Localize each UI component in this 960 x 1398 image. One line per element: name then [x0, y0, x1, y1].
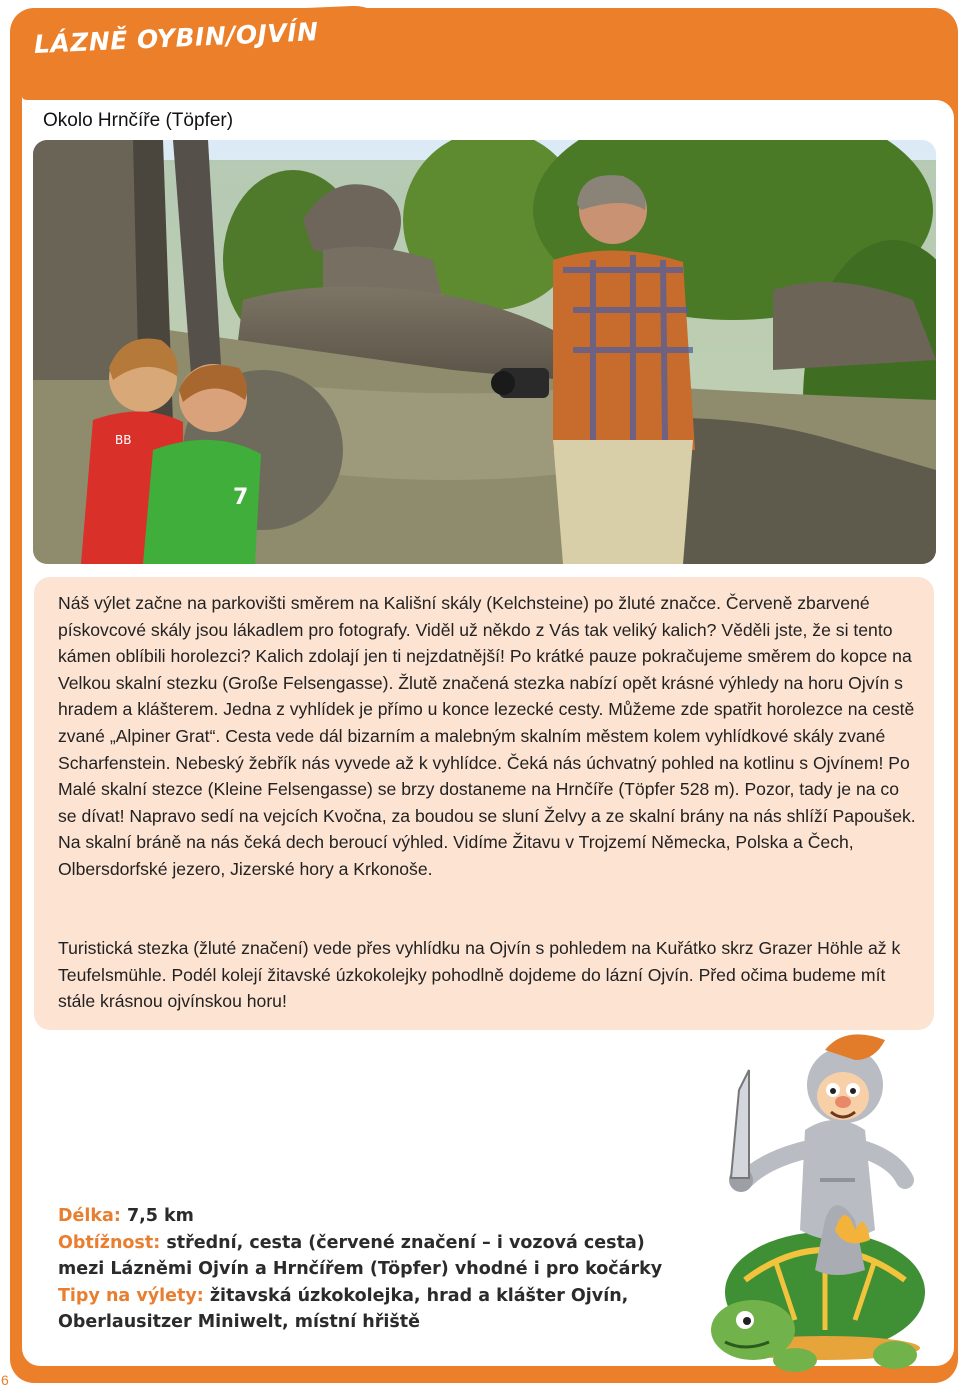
route-description: Náš výlet začne na parkovišti směrem na Kališní skály (Kelchsteine) po žluté značce. Červeně zbarvené pískovcové skály jsou lákadlem pro fotografy. Viděl už někdo z Vás tak veliký kalich? Věděli jste, že si tento kámen oblíbili horolezci? Kalich zdolají jen ti nejzdatnější! Po krátké pauze pokračujeme směrem do kopce na Velkou skalní stezku (Große Felsengasse). Žlutě značená stezka nabízí opět krásné výhledy na horu Ojvín s hradem a klášterem. Jedna z vyhlídek je přímo u konce lezecké cesty. Můžeme zde spatřit horolezce na cestě zvané „Alpiner Grat“. Cesta vede dál bizarním a malebným skalním městem kolem vyhlídkové skály zvané Scharfenstein. Nebeský žebřík nás vyvede až k vyhlídce. Čeká nás úchvatný pohled na kotlinu s Ojvínem! Po Malé skalní stezce (Kleine Felsengasse) se brzy dostaneme na Hrnčíře (Töpfer 528 m). Pozor, tady je na co se dívat! Napravo sedí na vejcích Kvočna, za boudou se sluní Želvy a ze skalní brány na nás shlíží Papoušek. Na skalní bráně na nás čeká dech beroucí výhled. Vidíme Žitavu v Trojzemí Německa, Polska a Čech, Olbersdorfské jezero, Jizerské hory a Krkonoše. [58, 593, 916, 879]
difficulty-row-2: mezi Lázněmi Ojvín a Hrnčířem (Töpfer) vhodné i pro kočárky [58, 1259, 663, 1279]
knight-on-turtle-illustration [705, 1030, 960, 1380]
section-title: LÁZNĚ OYBIN/OJVÍN [33, 17, 320, 59]
route-info [58, 1203, 698, 1336]
subheading: Okolo Hrnčíře (Töpfer) [43, 110, 234, 131]
tips-value: žitavská úzkokolejka, hrad a klášter Ojvín, [209, 1285, 629, 1306]
tshirt-label-1: BB [115, 433, 132, 447]
length-row [58, 1203, 698, 1230]
difficulty-label: Obtížnost: [58, 1232, 161, 1253]
page-number: 6 [1, 1372, 9, 1388]
tshirt-label-2: 7 [233, 485, 249, 510]
length-value: 7,5 km [126, 1206, 194, 1226]
difficulty-value: střední, cesta (červené značení – i vozová cesta) [166, 1232, 645, 1253]
hiking-photo [33, 140, 936, 564]
tips-row [58, 1283, 698, 1310]
difficulty-row [58, 1230, 698, 1257]
route-description-2: Turistická stezka (žluté značení) vede přes vyhlídku na Ojvín s pohledem na Kuřátko skrz Grazer Höhle až k Teufelsmühle. Podél kolejí žitavské úzkokolejky pohodlně dojdeme do lázní Ojvín. Před očima budeme mít stále krásnou ojvínskou horu! [58, 938, 901, 1012]
length-label: Délka: [58, 1206, 121, 1226]
tips-row-2: Oberlausitzer Miniwelt, místní hřiště [58, 1312, 421, 1332]
tips-label: Tipy na výlety: [58, 1285, 204, 1306]
